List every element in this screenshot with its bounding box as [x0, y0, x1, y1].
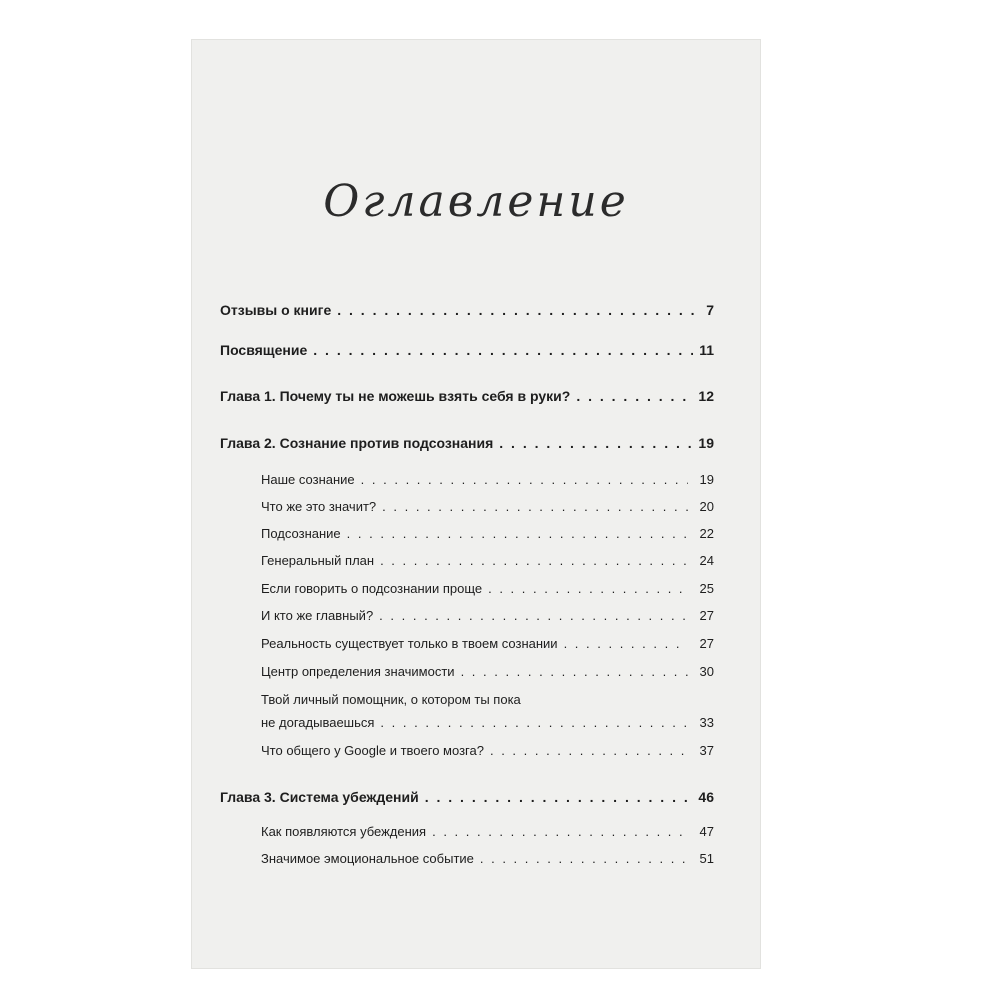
dot-leader	[499, 435, 692, 451]
toc-entry-label: Отзывы о книге	[220, 302, 332, 318]
toc-subentry-label: Что же это значит?	[261, 499, 377, 514]
dot-leader	[461, 664, 688, 679]
toc-subentry	[261, 851, 714, 866]
toc-subentry-page: 37	[699, 743, 714, 758]
toc-entry-dedication	[220, 342, 714, 358]
toc-subentry	[261, 608, 714, 623]
dot-leader	[337, 302, 700, 318]
toc-subentry-page: 22	[699, 526, 714, 541]
toc-subentry-page: 51	[699, 851, 714, 866]
dot-leader	[490, 743, 688, 758]
toc-subentry-page: 27	[699, 636, 714, 651]
toc-subentry-label: Что общего у Google и твоего мозга?	[261, 743, 484, 758]
dot-leader	[347, 526, 688, 541]
dot-leader	[380, 553, 688, 568]
toc-subentry	[261, 472, 714, 487]
toc-subentry	[261, 526, 714, 541]
toc-subentry	[261, 715, 714, 730]
toc-subentry	[261, 581, 714, 596]
toc-subentry-label: Значимое эмоциональное событие	[261, 851, 474, 866]
dot-leader	[488, 581, 688, 596]
toc-entry-page: 12	[698, 388, 714, 404]
toc-subentry-label: Наше сознание	[261, 472, 355, 487]
dot-leader	[480, 851, 688, 866]
dot-leader	[432, 824, 688, 839]
toc-entry-chapter-1	[220, 388, 714, 404]
toc-entry-label: Глава 3. Система убеждений	[220, 789, 419, 805]
toc-subentry-label: не догадываешься	[261, 715, 375, 730]
toc-subentry	[261, 499, 714, 514]
toc-entry-chapter-2	[220, 435, 714, 451]
dot-leader	[425, 789, 693, 805]
toc-subentry-page: 47	[699, 824, 714, 839]
toc-subentry-page: 30	[699, 664, 714, 679]
toc-subentry-page: 20	[699, 499, 714, 514]
dot-leader	[361, 472, 688, 487]
toc-subentry-label: Если говорить о подсознании проще	[261, 581, 483, 596]
toc-subentry	[261, 743, 714, 758]
dot-leader	[576, 388, 692, 404]
toc-subentry-first-line: Твой личный помощник, о котором ты пока	[261, 692, 521, 707]
toc-entry-page: 46	[698, 789, 714, 805]
toc-subentry-page: 24	[699, 553, 714, 568]
toc-subentry	[261, 664, 714, 679]
toc-subentry-page: 19	[699, 472, 714, 487]
toc-subentry-label: Как появляются убеждения	[261, 824, 427, 839]
book-page	[192, 40, 760, 968]
toc-title: Оглавление	[323, 176, 629, 227]
toc-subentry-page: 33	[699, 715, 714, 730]
toc-entry-page: 7	[706, 302, 714, 318]
toc-subentry	[261, 636, 714, 651]
toc-subentry-label: Подсознание	[261, 526, 341, 541]
toc-entry-page: 11	[699, 342, 714, 358]
toc-subentry	[261, 824, 714, 839]
toc-subentry-label: Реальность существует только в твоем сознании	[261, 636, 558, 651]
toc-subentry-label: И кто же главный?	[261, 608, 374, 623]
toc-subentry-page: 25	[699, 581, 714, 596]
dot-leader	[379, 608, 688, 623]
dot-leader	[382, 499, 688, 514]
toc-subentry	[261, 553, 714, 568]
toc-entry-label: Глава 2. Сознание против подсознания	[220, 435, 494, 451]
toc-subentry-page: 27	[699, 608, 714, 623]
toc-entry-reviews	[220, 302, 714, 318]
dot-leader	[564, 636, 688, 651]
toc-entry-label: Посвящение	[220, 342, 308, 358]
toc-entry-label: Глава 1. Почему ты не можешь взять себя в руки?	[220, 388, 571, 404]
toc-subentry-label: Центр определения значимости	[261, 664, 455, 679]
toc-entry-page: 19	[698, 435, 714, 451]
dot-leader	[313, 342, 693, 358]
toc-subentry-label: Генеральный план	[261, 553, 375, 568]
dot-leader	[380, 715, 688, 730]
toc-entry-chapter-3	[220, 789, 714, 805]
